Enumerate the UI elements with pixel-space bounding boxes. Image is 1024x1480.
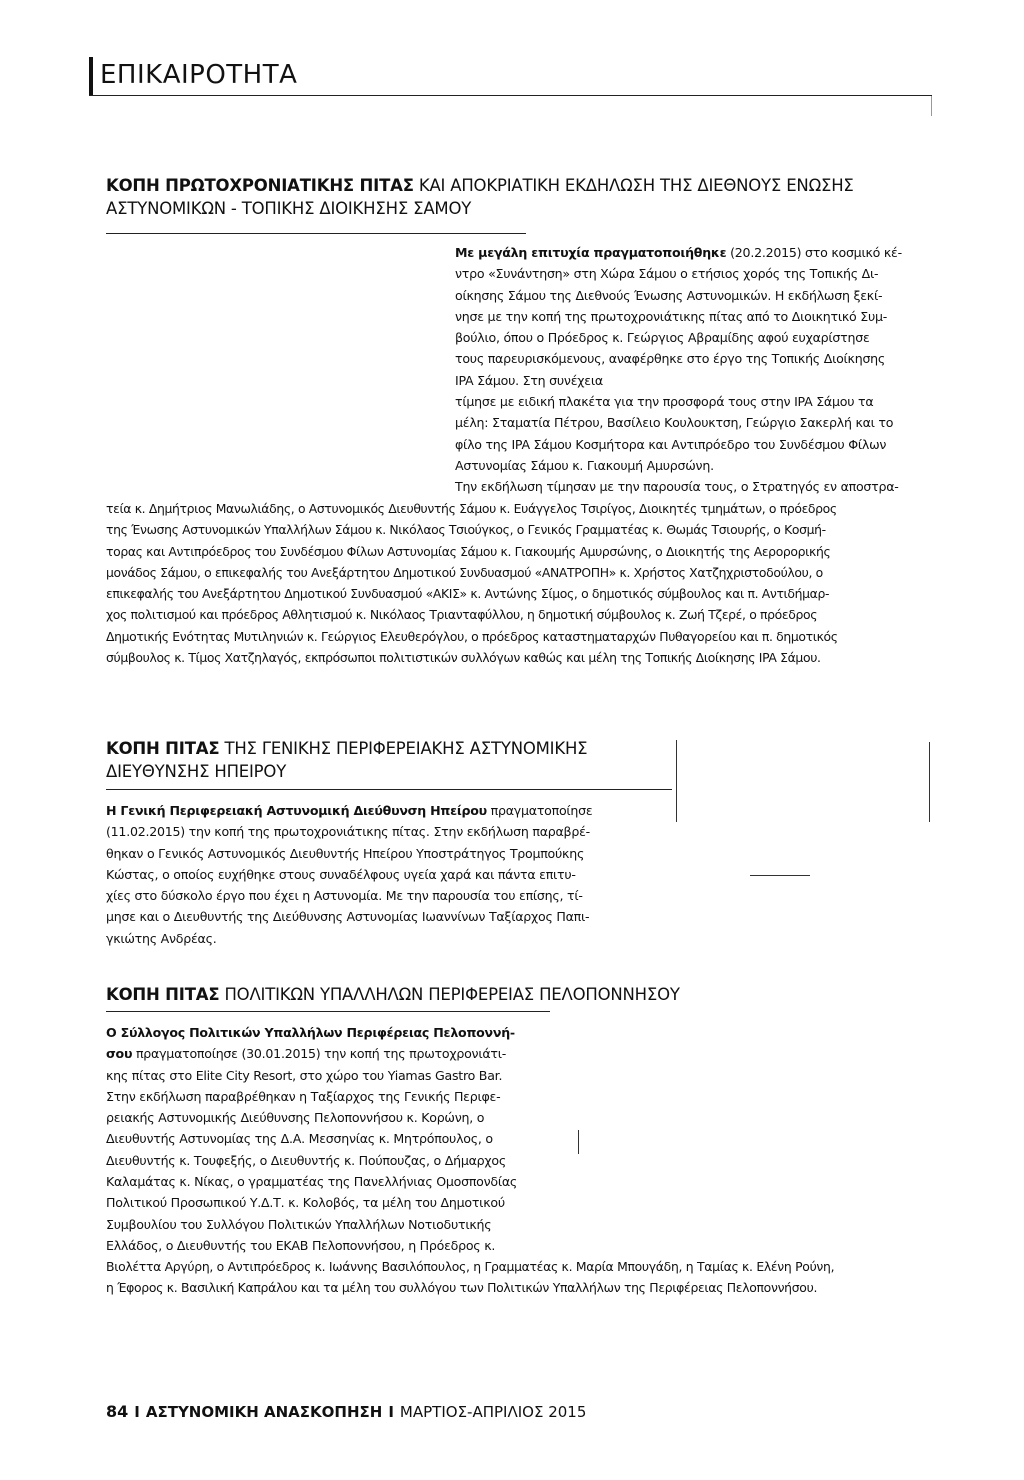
article-1-line: βούλιο, όπου ο Πρόεδρος κ. Γεώργιος Αβραμίδης αφού ευχαρίστησε <box>455 330 870 346</box>
article-2-headline-rest: ΤΗΣ ΓΕΝΙΚΗΣ ΠΕΡΙΦΕΡΕΙΑΚΗΣ ΑΣΤΥΝΟΜΙΚΗΣ <box>219 739 588 758</box>
article-3-line: Πολιτικού Προσωπικού Υ.Δ.Τ. κ. Κολοβός, τα μέλη του Δημοτικού <box>106 1195 505 1211</box>
article-3-line: Διευθυντής Αστυνομίας της Δ.Α. Μεσσηνίας κ. Μητρόπουλος, ο <box>106 1131 493 1147</box>
article-2-headline-line2: ΔΙΕΥΘΥΝΣΗΣ ΗΠΕΙΡΟΥ <box>106 762 287 781</box>
article-3-line: σου πραγματοποίησε (30.01.2015) την κοπή της πρωτοχρονιάτι- <box>106 1046 507 1062</box>
article-1-wide-line: μονάδος Σάμου, ο επικεφαλής του Ανεξάρτητου Δημοτικού Συνδυασμού «ΑΝΑΤΡΟΠΗ» κ. Χρήστος Χατζηχριστοδούλου, ο <box>106 564 823 580</box>
article-2-headline-rule <box>106 789 672 790</box>
article-3-line: κης πίτας στο Elite City Resort, στο χώρο του Yiamas Gastro Bar. <box>106 1067 503 1083</box>
article-1-wide-line: σύμβουλος κ. Τίμος Χατζηλαγός, εκπρόσωποι πολιτιστικών συλλόγων καθώς και μέλη της Τοπικής Διοίκησης IPA Σάμου. <box>106 650 821 666</box>
article-1-line: τους παρευρισκόμενους, αναφέρθηκε στο έργο της Τοπικής Διοίκησης <box>455 351 886 367</box>
article-1-body-column <box>455 242 902 498</box>
article-1-line: τίμησε με ειδική πλακέτα για την προσφορά τους στην IPA Σάμου τα <box>455 394 874 410</box>
article-2-line: χίες στο δύσκολο έργο που έχει η Αστυνομία. Με την παρουσία του επίσης, τί- <box>106 888 583 904</box>
article-1-wide-line: της Ένωσης Αστυνομικών Υπαλλήλων Σάμου κ. Νικόλαος Τσιούγκος, ο Γενικός Γραμματέας κ. Θωμάς Τσιουρής, ο Κοσμή- <box>106 522 826 538</box>
article-2-headline <box>106 737 666 783</box>
article-3-body-column <box>106 1022 517 1256</box>
article-2-headline-bold: ΚΟΠΗ ΠΙΤΑΣ <box>106 739 220 758</box>
article-2-line: γκιώτης Ανδρέας. <box>106 930 217 946</box>
article-1-wide-line: τορας και Αντιπρόεδρος του Συνδέσμου Φίλων Αστυνομίας Σάμου κ. Γιακουμής Αμυρσώνης, ο Διοικητής της Αερορορικής <box>106 543 831 559</box>
article-3-headline-rest: ΠΟΛΙΤΙΚΩΝ ΥΠΑΛΛΗΛΩΝ ΠΕΡΙΦΕΡΕΙΑΣ ΠΕΛΟΠΟΝΝΗΣΟΥ <box>219 985 680 1004</box>
article-1-wide-line: τεία κ. Δημήτριος Μανωλιάδης, ο Αστυνομικός Διευθυντής Σάμου κ. Ευάγγελος Τσιρίγος, Διοικητές τμημάτων, ο πρόεδρος <box>106 501 837 516</box>
article-1-line: IPA Σάμου. Στη συνέχεια <box>455 372 603 388</box>
article-2-line: (11.02.2015) την κοπή της πρωτοχρονιάτικης πίτας. Στην εκδήλωση παραβρέ- <box>106 824 590 840</box>
article-1-line: Την εκδήλωση τίμησαν με την παρουσία τους, ο Στρατηγός εν αποστρα- <box>455 479 899 495</box>
frame-line <box>676 740 677 822</box>
article-2-body <box>106 800 592 949</box>
article-3-line: Ελλάδος, ο Διευθυντής του ΕΚΑΒ Πελοποννήσου, η Πρόεδρος κ. <box>106 1237 496 1253</box>
article-2-line: μησε και ο Διευθυντής της Διεύθυνσης Αστυνομίας Ιωαννίνων Ταξίαρχος Παπι- <box>106 909 590 925</box>
page-footer <box>106 1402 586 1422</box>
article-3-line: Διευθυντής κ. Τουφεξής, ο Διευθυντής κ. Πούπουζας, ο Δήμαρχος <box>106 1152 506 1168</box>
article-3-line: Καλαμάτας κ. Νίκας, ο γραμματέας της Πανελλήνιας Ομοσπονδίας <box>106 1174 518 1190</box>
article-3-wide-line: Βιολέττα Αργύρη, ο Αντιπρόεδρος κ. Ιωάννης Βασιλόπουλος, η Γραμματέας κ. Μαρία Μπουγάδη, η Ταμίας κ. Ελένη Ρούνη, <box>106 1259 835 1274</box>
section-marker-bar <box>89 57 93 95</box>
article-1-headline-line2: ΑΣΤΥΝΟΜΙΚΩΝ - ΤΟΠΙΚΗΣ ΔΙΟΙΚΗΣΗΣ ΣΑΜΟΥ <box>106 199 472 218</box>
frame-line <box>931 96 932 116</box>
section-title: ΕΠΙΚΑΙΡΟΤΗΤΑ <box>100 60 298 90</box>
article-1-wide-line: Δημοτικής Ενότητας Μυτιληνιών κ. Γεώργιος Ελευθερόγλου, ο πρόεδρος καταστηματαρχών Πυθαγορείου και π. δημοτικός <box>106 628 838 644</box>
article-1-headline-rest: ΚΑΙ ΑΠΟΚΡΙΑΤΙΚΗ ΕΚΔΗΛΩΣΗ ΤΗΣ ΔΙΕΘΝΟΥΣ ΕΝΩΣΗΣ <box>413 176 854 195</box>
footer-separator: I <box>388 1403 394 1421</box>
article-3-headline <box>106 983 926 1006</box>
article-1-line: ντρο «Συνάντηση» στη Χώρα Σάμου ο ετήσιος χορός της Τοπικής Δι- <box>455 266 879 282</box>
header-rule <box>89 95 932 96</box>
article-1-body-wide <box>106 498 838 668</box>
article-3-lead: Ο Σύλλογος Πολιτικών Υπαλλήλων Περιφέρειας Πελοποννή- <box>106 1025 515 1040</box>
article-3-line: Συμβουλίου του Συλλόγου Πολιτικών Υπαλλήλων Νοτιοδυτικής <box>106 1216 492 1232</box>
article-3-body-wide <box>106 1256 834 1299</box>
article-1-line: νησε με την κοπή της πρωτοχρονιάτικης πίτας από το Διοικητικό Συμ- <box>455 308 888 324</box>
footer-separator: I <box>134 1403 140 1421</box>
article-2-line: Η Γενική Περιφερειακή Αστυνομική Διεύθυνση Ηπείρου πραγματοποίησε <box>106 803 593 818</box>
frame-line <box>750 875 810 876</box>
magazine-name: ΑΣΤΥΝΟΜΙΚΗ ΑΝΑΣΚΟΠΗΣΗ <box>145 1403 383 1421</box>
page-number: 84 <box>106 1402 129 1421</box>
article-3-wide-line: η Έφορος κ. Βασιλική Καπράλου και τα μέλη του συλλόγου των Πολιτικών Υπαλλήλων της Περιφέρειας Πελοποννήσου. <box>106 1280 818 1296</box>
issue-date: ΜΑΡΤΙΟΣ-ΑΠΡΙΛΙΟΣ 2015 <box>399 1403 587 1421</box>
article-3-headline-rule <box>106 1011 550 1012</box>
article-1-wide-line: χος πολιτισμού και πρόεδρος Αθλητισμού κ. Νικόλαος Τριανταφύλλου, η δημοτική σύμβουλος κ. Ζωή Τζερέ, ο πρόεδρος <box>106 607 818 623</box>
article-1-lead: Με μεγάλη επιτυχία πραγματοποιήθηκε <box>455 245 727 260</box>
article-1-line: οίκησης Σάμου της Διεθνούς Ένωσης Αστυνομικών. Η εκδήλωση ξεκί- <box>455 287 883 303</box>
article-1-line: φίλο της IPA Σάμου Κοσμήτορα και Αντιπρόεδρο του Συνδέσμου Φίλων <box>455 436 887 452</box>
article-1-headline-rule <box>106 233 526 234</box>
article-3-line: ρειακής Αστυνομικής Διεύθυνσης Πελοποννήσου κ. Κορώνη, ο <box>106 1110 485 1126</box>
article-1-wide-line: επικεφαλής του Ανεξάρτητου Δημοτικού Συνδυασμού «ΑΚΙΣ» κ. Αντώνης Σίμος, ο δημοτικός σύμβουλος και π. Αντιδήμαρ- <box>106 586 830 602</box>
article-1-line: μέλη: Σταματία Πέτρου, Βασίλειο Κουλουκτση, Γεώργιο Σακερλή και το <box>455 415 894 431</box>
article-1-line: Με μεγάλη επιτυχία πραγματοποιήθηκε (20.2.2015) στο κοσμικό κέ- <box>455 245 902 260</box>
article-2-line: Κώστας, ο οποίος ευχήθηκε στους συναδέλφους υγεία χαρά και πάντα επιτυ- <box>106 866 576 882</box>
article-3-line: Στην εκδήλωση παραβρέθηκαν η Ταξίαρχος της Γενικής Περιφε- <box>106 1088 501 1104</box>
frame-line <box>578 1130 579 1154</box>
frame-line <box>929 742 930 822</box>
article-2-line: θηκαν ο Γενικός Αστυνομικός Διευθυντής Ηπείρου Υποστράτηγος Τρομπούκης <box>106 845 585 861</box>
article-1-line: Αστυνομίας Σάμου κ. Γιακουμή Αμυρσώνη. <box>455 457 714 473</box>
article-3-line <box>106 1022 517 1043</box>
article-2-lead: Η Γενική Περιφερειακή Αστυνομική Διεύθυνση Ηπείρου <box>106 803 487 818</box>
article-1-headline-bold: ΚΟΠΗ ΠΡΩΤΟΧΡΟΝΙΑΤΙΚΗΣ ΠΙΤΑΣ <box>106 176 414 195</box>
article-1-headline <box>106 174 906 220</box>
article-3-headline-bold: ΚΟΠΗ ΠΙΤΑΣ <box>106 985 220 1004</box>
